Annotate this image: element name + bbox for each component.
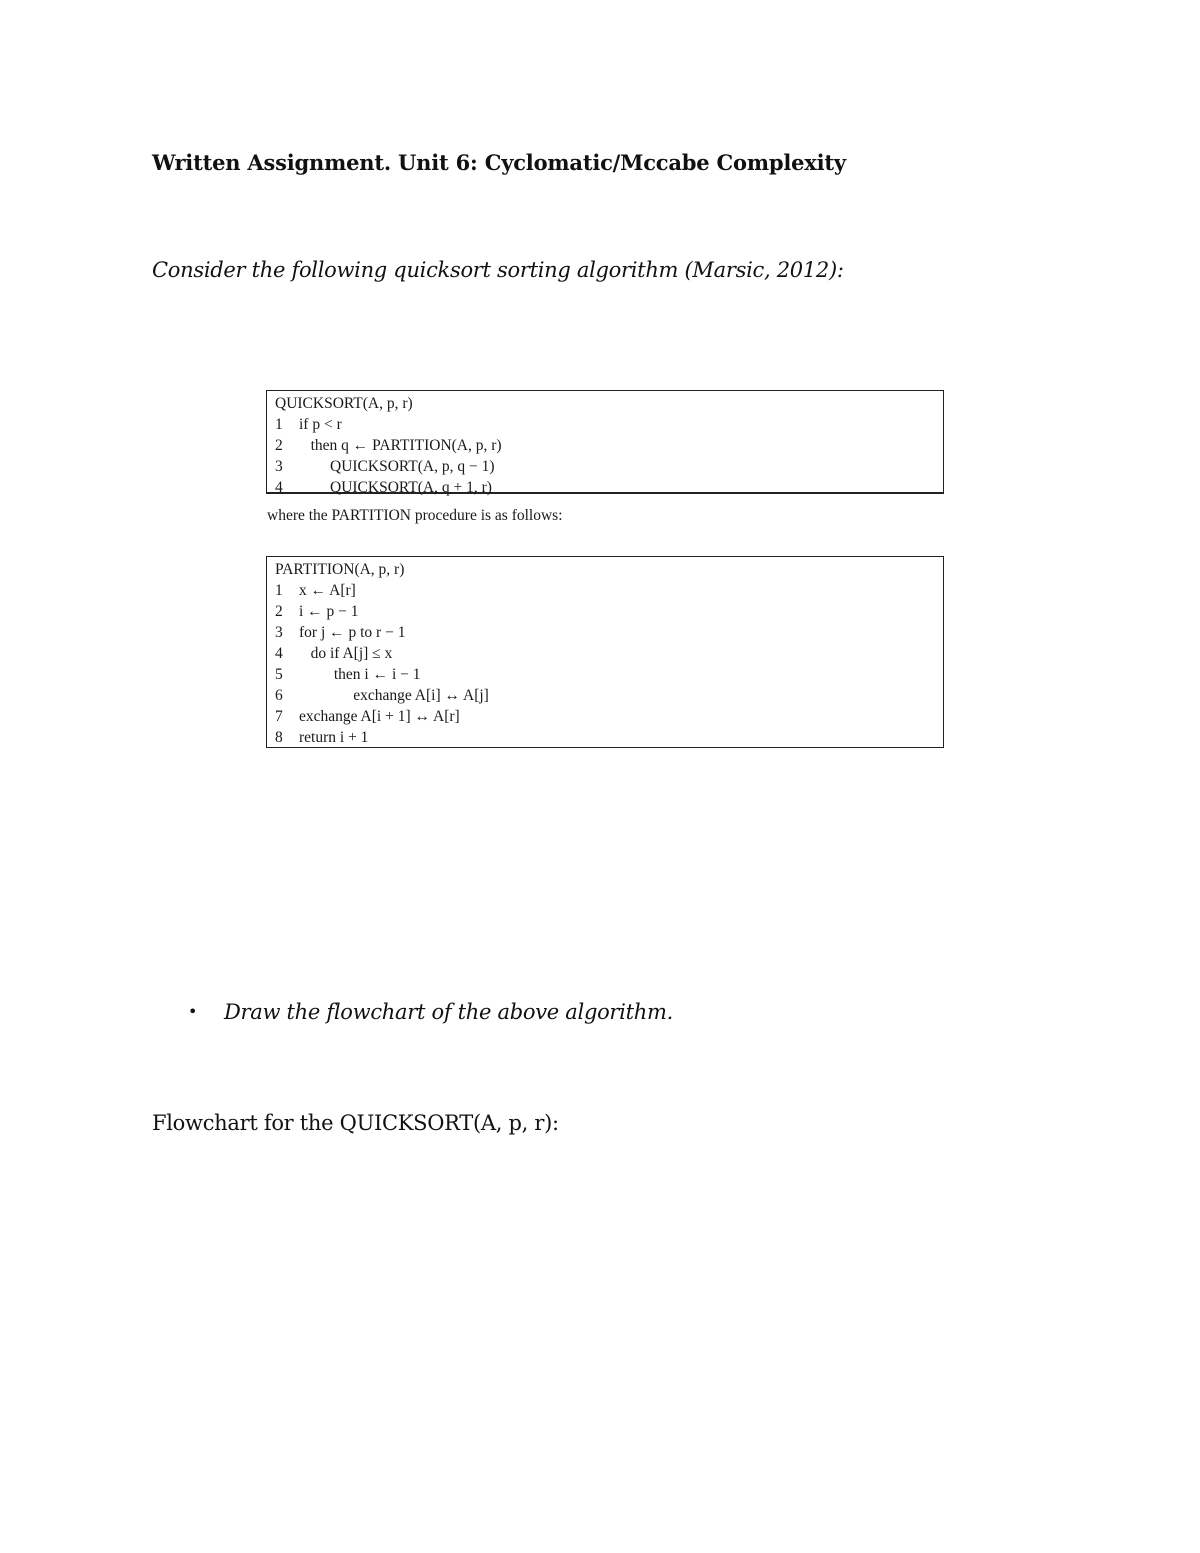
code-text: then i ← i − 1: [299, 666, 421, 683]
bullet-list-item: [188, 1000, 673, 1024]
partition-intro-text: where the PARTITION procedure is as follows:: [267, 507, 563, 524]
code-line: [275, 643, 943, 664]
code-line: [275, 414, 943, 435]
line-number: 1: [275, 416, 283, 433]
code-line: [275, 601, 943, 622]
code-line: [275, 477, 943, 498]
code-text: if p < r: [299, 416, 342, 433]
code-line: [275, 664, 943, 685]
code-text: QUICKSORT(A, p, q − 1): [299, 458, 495, 475]
partition-code-box: [266, 556, 944, 748]
code-text: do if A[j] ≤ x: [299, 645, 393, 662]
document-title: Written Assignment. Unit 6: Cyclomatic/Mccabe Complexity: [152, 150, 846, 175]
line-number: 7: [275, 708, 283, 725]
line-number: 8: [275, 729, 283, 746]
line-number: 5: [275, 666, 283, 683]
code-line: [275, 435, 943, 456]
line-number: 3: [275, 624, 283, 641]
code-line: [275, 727, 943, 748]
quicksort-header: QUICKSORT(A, p, r): [275, 395, 413, 412]
flowchart-title: Flowchart for the QUICKSORT(A, p, r):: [152, 1111, 559, 1135]
code-text: i ← p − 1: [299, 603, 359, 620]
code-text: exchange A[i] ↔ A[j]: [299, 687, 489, 704]
partition-header: PARTITION(A, p, r): [275, 561, 405, 578]
code-text: for j ← p to r − 1: [299, 624, 406, 641]
bullet-marker: •: [188, 1002, 198, 1021]
code-line: [275, 706, 943, 727]
line-number: 4: [275, 479, 283, 496]
line-number: 3: [275, 458, 283, 475]
line-number: 2: [275, 437, 283, 454]
code-text: then q ← PARTITION(A, p, r): [299, 437, 502, 454]
line-number: 2: [275, 603, 283, 620]
code-text: return i + 1: [299, 729, 369, 746]
line-number: 6: [275, 687, 283, 704]
bullet-text: Draw the flowchart of the above algorithm.: [224, 1000, 673, 1024]
code-line: [275, 580, 943, 601]
code-text: exchange A[i + 1] ↔ A[r]: [299, 708, 460, 725]
code-line: [275, 456, 943, 477]
code-text: x ← A[r]: [299, 582, 356, 599]
code-line: [275, 685, 943, 706]
line-number: 4: [275, 645, 283, 662]
quicksort-code-box: [266, 390, 944, 494]
code-text: QUICKSORT(A, q + 1, r): [299, 479, 492, 496]
line-number: 1: [275, 582, 283, 599]
code-line: [275, 622, 943, 643]
intro-text: Consider the following quicksort sorting algorithm (Marsic, 2012):: [152, 258, 844, 282]
